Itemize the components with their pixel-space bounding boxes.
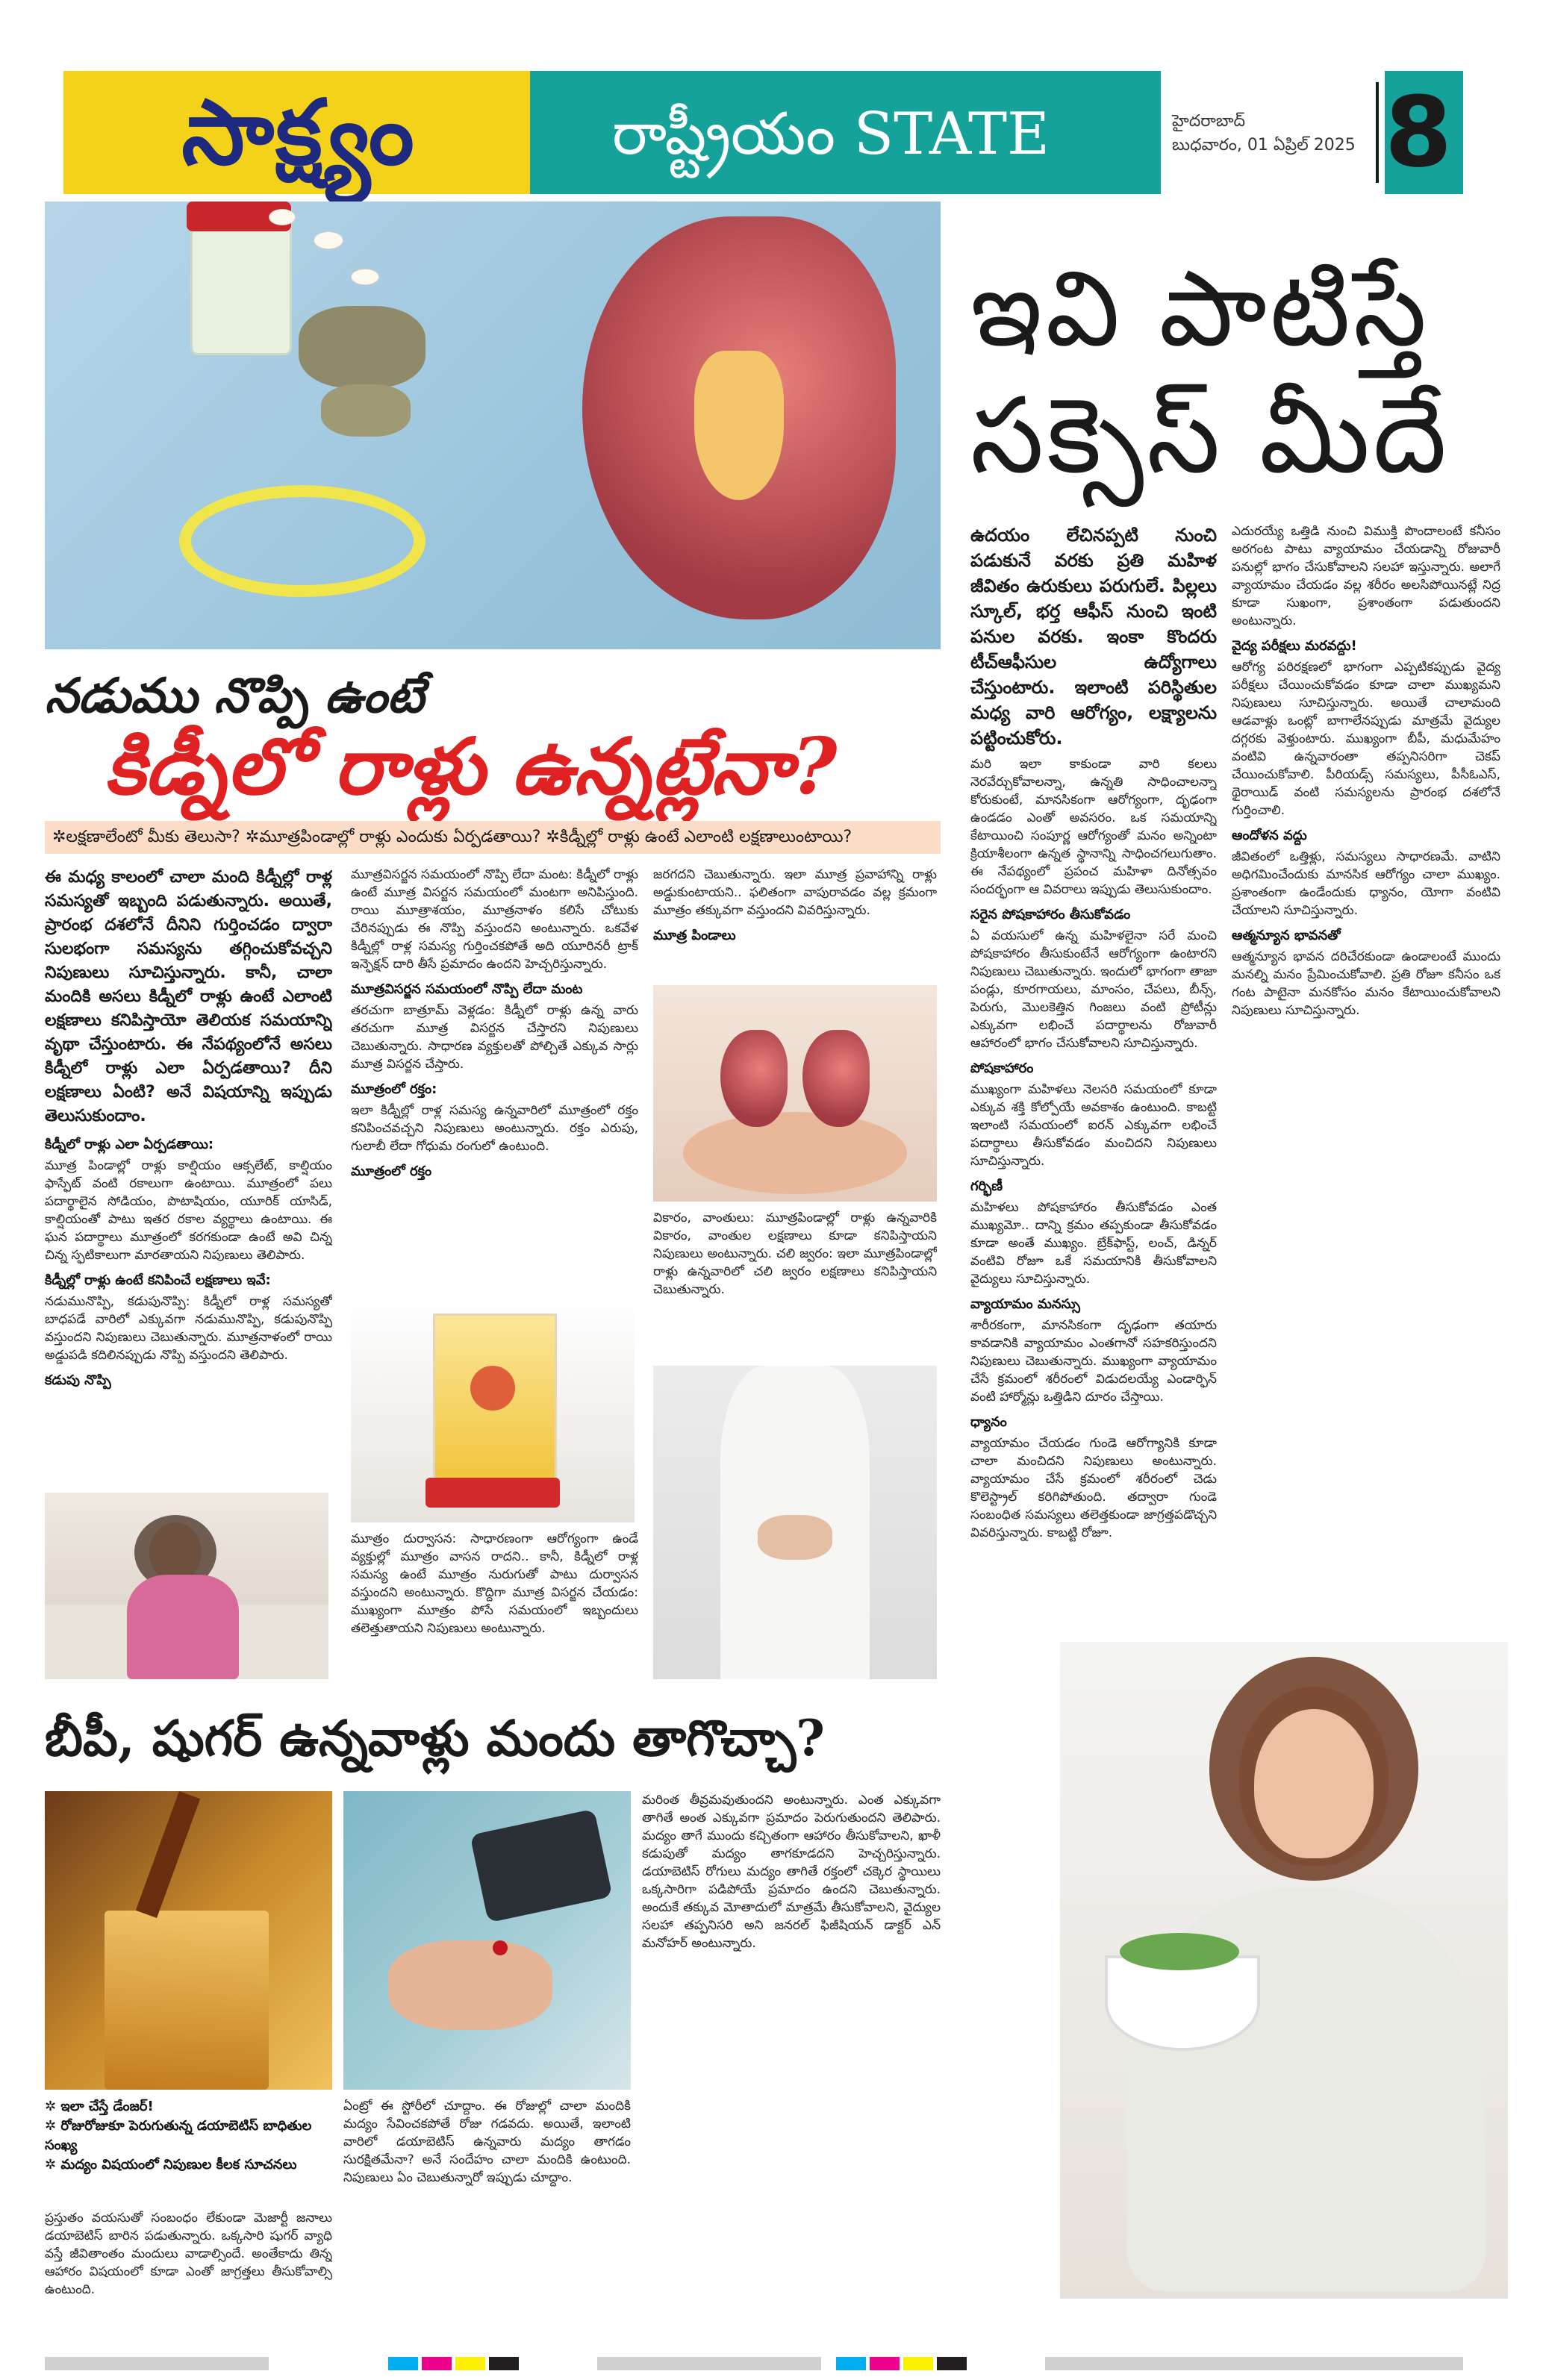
paragraph: మూత్రవిసర్జన సమయంలో నొప్పి లేదా మంట: కిడ్నీలో రాళ్లు ఉంటే మూత్ర విసర్జన సమయంలో మంటగా అనిపిస్తుంది. రాయి మూత్రాశయం, మూత్రనాళం కలిసే చోటుకు చేరినప్పుడు ఈ నొప్పి వస్తుందని అంటున్నారు. ఒకవేళ కిడ్నీల్లో రాళ్ల సమస్య గుర్తించకపోతే అది యూరినరీ ట్రాక్ ఇన్ఫెక్షన్ దారి తీసే ప్రమాదం ఉందని హెచ్చరిస్తున్నారు. <box>351 867 638 972</box>
subheading: కడుపు నొప్పి <box>45 1372 111 1388</box>
woman-shirt <box>127 1575 239 1679</box>
masthead-divider <box>1376 82 1379 183</box>
kidney-column-3b <box>653 1209 937 1358</box>
kidney-stones-photo <box>45 202 941 649</box>
page-number: 8 <box>1384 75 1453 189</box>
color-swatch <box>836 2357 866 2370</box>
color-swatch <box>455 2357 485 2370</box>
pill-icon <box>269 209 296 225</box>
kidney-headline: కిడ్నీలో రాళ్లు ఉన్నట్లేనా? <box>105 720 838 812</box>
kidney-lead: ఈ మధ్య కాలంలో చాలా మంది కిడ్నీల్లో రాళ్ల సమస్యతో ఇబ్బంది పడుతున్నారు. అయితే, ప్రారంభ దశలోనే దీనిని గుర్తించడం ద్వారా సులభంగా సమస్యను తగ్గించుకోవచ్చని నిపుణులు సూచిస్తున్నారు. కానీ, చాలా మందికి అసలు కిడ్నీలో రాళ్లు ఉంటే ఎలాంటి లక్షణాలు కనిపిస్తాయో తెలియక సమయాన్ని వృథా చేస్తుంటారు. ఈ నేపథ్యంలోనే అసలు కిడ్నీలో రాళ్లు ఎలా ఏర్పడతాయి? దీని లక్షణాలు ఏంటి? అనే విషయాన్ని ఇప్పుడు తెలుసుకుందాం. <box>45 868 332 1125</box>
pregnant-woman-photo <box>1060 1642 1508 2299</box>
subheading: కిడ్నీలో రాళ్లు ఎలా ఏర్పడతాయి: <box>45 1137 214 1152</box>
urine-sample-photo <box>351 1299 635 1522</box>
color-swatch <box>903 2357 933 2370</box>
highlight-item: ✲ మద్యం విషయంలో నిపుణుల కీలక సూచనలు <box>45 2157 297 2173</box>
subheading: వైద్య పరీక్షలు మరవద్దు! <box>1232 638 1357 654</box>
bp-highlights <box>45 2097 332 2202</box>
paragraph: నడుమునొప్పి, కడుపునొప్పి: కిడ్నీలో రాళ్ల సమస్యతో బాధపడే వారిలో ఎక్కువగా నడుమునొప్పి, కడుపునొప్పి వస్తుందని నిపుణులు చెబుతున్నారు. మూత్రనాళంలో రాయి అడ్డుపడి కదిలినప్పుడు నొప్పి వస్తుందని తెలిపారు. <box>45 1294 332 1363</box>
subheading: ఆత్మన్యూన భావనతో <box>1232 928 1341 943</box>
highlight-item: ✲ ఇలా చేస్తే డేంజర్! <box>45 2099 154 2114</box>
printer-color-bar <box>0 2351 1543 2380</box>
salad-greens <box>1120 1933 1239 1970</box>
bp-column-3 <box>642 1791 941 2343</box>
paragraph: వికారం, వాంతులు: మూత్రపిండాల్లో రాళ్లు ఉన్నవారికి వికారం, వాంతుల లక్షణాలు కూడా కనిపిస్తాయని నిపుణులు అంటున్నారు. చలి జ్వరం: ఇలా మూత్రపిండాల్లో రాళ్లు ఉన్నవారిలో చలి జ్వరం లక్షణాలు కనిపిస్తాయని చెబుతున్నారు. <box>653 1211 937 1297</box>
kidney-strap: ✲లక్షణాలేంటో మీకు తెలుసా? ✲మూత్రపిండాల్లో రాళ్లు ఎందుకు ఏర్పడతాయి? ✲కిడ్నీల్లో రాళ్లు ఉంటే ఎలాంటి లక్షణాలుంటాయి? <box>45 821 941 854</box>
dateline-city: హైదరాబాద్ <box>1172 112 1245 131</box>
blood-drop <box>470 1366 515 1411</box>
paragraph: జీవితంలో ఒత్తిళ్లు, సమస్యలు సాధారణమే. వాటిని అధిగమించేందుకు మానసిక ఆరోగ్యం చాలా ముఖ్యం. ప్రశాంతంగా ఉండేందుకు ధ్యానం, యోగా వంటివి చేయాలని సూచిస్తున్నారు. <box>1232 849 1500 918</box>
subheading: మూత్రంలో రక్తం <box>351 1164 432 1179</box>
paragraph: జరగదని చెబుతున్నారు. ఇలా మూత్ర ప్రవాహాన్ని రాళ్లు అడ్డుకుంటాయని.. ఫలితంగా వాపురావడం వల్ల క్రమంగా మూత్రం తక్కువగా వస్తుందని వివరిస్తున్నారు. <box>653 867 937 918</box>
glucose-test-photo <box>343 1791 631 2090</box>
subheading: సరైన పోషకాహారం తీసుకోవడం <box>970 907 1131 922</box>
paragraph: మరి ఇలా కాకుండా వారి కలలు నెరవేర్చుకోవాలన్నా, ఉన్నతి సాధించాలన్నా కోరుకుంటే, మానసికంగా ఆరోగ్యంగా, దృఢంగా ఉండడం ఎంతో అవసరం. ఒక సమయాన్ని కేటాయించి సంపూర్ణ ఆరోగ్యంతో మనం అన్నింటా క్రియాశీలంగా ఉన్నత స్థానాన్ని సాధించగలుగుతాం. ఈ నేపథ్యంలో ప్రపంచ మహిళా దినోత్సవం సందర్భంగా ఆ వివరాలు ఇప్పుడు తెలుసుకుందాం. <box>970 757 1217 897</box>
subheading: వ్యాయామం మనస్సు <box>970 1296 1080 1312</box>
paragraph: ఆత్మన్యూన భావన దరిచేరకుండా ఉండాలంటే ముందు మనల్ని మనం ప్రేమించుకోవాలి. ప్రతి రోజూ కనీసం ఒక గంట పాటైనా మనకోసం మనం కేటాయించుకోవాలని నిపుణులు సూచిస్తున్నారు. <box>1232 949 1500 1018</box>
paragraph: తరచుగా బాత్రూమ్ వెళ్లడం: కిడ్నీలో రాళ్లు ఉన్న వారు తరచుగా మూత్ర విసర్జన చేస్తారని నిపుణులు చెబుతున్నారు. సాధారణ వ్యక్తులతో పోల్చితే ఎక్కువ సార్లు మూత్ర విసర్జన చేస్తారు. <box>351 1003 638 1072</box>
subheading: మూత్ర పిండాలు <box>653 928 736 943</box>
section-title: రాష్ట్రీయం STATE <box>612 101 1050 168</box>
highlight-item: ✲ రోజురోజుకూ పెరుగుతున్న డయాబెటిస్ బాధితుల సంఖ్య <box>45 2118 312 2153</box>
stones-pile <box>321 384 411 437</box>
kidney-icon <box>720 1030 788 1127</box>
headline-line-1: ఇవి పాటిస్తే <box>970 249 1430 370</box>
women-health-headline <box>970 246 1508 500</box>
color-swatch <box>388 2357 418 2370</box>
kidney-column-2b <box>351 1530 638 1679</box>
subheading: మూత్రంలో రక్తం: <box>351 1081 437 1097</box>
beer-glass <box>105 1911 269 2090</box>
subheading: మూత్రవిసర్జన సమయంలో నొప్పి లేదా మంట <box>351 981 583 997</box>
paragraph: ఎదురయ్యే ఒత్తిడి నుంచి విముక్తి పొందాలంటే కనీసం అరగంట పాటు వ్యాయామం చేయడాన్ని రోజువారీ పనుల్లో భాగం చేసుకోవాలని సలహా ఇస్తున్నారు. అలాగే వ్యాయామం చేయడం వల్ల శరీరం అలసిపోయినట్లే నిద్ర కూడా సుఖంగా, ప్రశాంతంగా పడుతుందని అంటున్నారు. <box>1232 524 1500 628</box>
hands <box>758 1515 832 1560</box>
women-health-lead: ఉదయం లేచినప్పటి నుంచి పడుకునే వరకు ప్రతి మహిళ జీవితం ఉరుకులు పరుగులే. పిల్లలు స్కూల్, భర్త ఆఫీస్ నుంచి ఇంటి పనుల వరకు. ఇంకా కొందరు టీచ్ఆఫీసుల ఉద్యోగాలు చేస్తుంటారు. ఇలాంటి పరిస్థితుల మధ్య వారి ఆరోగ్యం, లక్ష్యాలను పట్టించుకోరు. <box>970 525 1217 749</box>
kidney-pelvis <box>694 351 784 500</box>
woman-back-pain-photo <box>45 1493 328 1679</box>
paragraph: మహిళలు పోషకాహారం తీసుకోవడం ఎంత ముఖ్యమో.. దాన్ని క్రమం తప్పకుండా తీసుకోవడం కూడా అంతే ముఖ్యం. బ్రేక్‌ఫాస్ట్, లంచ్, డిన్నర్ వంటివి రోజూ ఒకే సమయానికి తీసుకోవాలని వైద్యులు సూచిస్తున్నారు. <box>970 1200 1217 1287</box>
color-swatch <box>1045 2357 1463 2370</box>
kidney-column-3a <box>653 866 937 978</box>
paragraph: ఏ వయసులో ఉన్న మహిళలైనా సరే మంచి పోషకాహారం తీసుకుంటేనే ఆరోగ్యంగా ఉంటారని నిపుణులు చెబుతున్నారు. ఇందులో భాగంగా తాజా పండ్లు, కూరగాయలు, మాంసం, చేపలు, బీన్స్, పెరుగు, మొలకెత్తిన గింజలు వంటి ప్రోటీన్లు ఎక్కువగా లభించే పదార్థాలను రోజువారీ ఆహారంలో భాగం చేసుకోవాలని సూచిస్తున్నారు. <box>970 928 1217 1051</box>
paragraph: ప్రస్తుతం వయసుతో సంబంధం లేకుండా మెజార్టీ జనాలు డయాబెటిస్ బారిన పడుతున్నారు. ఒక్కసారి షుగర్ వ్యాధి వస్తే జీవితాంతం మందులు వాడాల్సిందే. అంతేకాదు తిన్న ఆహారం విషయంలో కూడా ఎంతో జాగ్రత్తలు తీసుకోవాల్సి ఉంటుంది. <box>45 2211 332 2297</box>
subheading: ఆందోళన వద్దు <box>1232 828 1307 843</box>
bp-column-2 <box>343 2097 631 2343</box>
hands-holding-kidneys-photo <box>653 985 937 1202</box>
women-health-column-1 <box>970 522 1217 1597</box>
glucometer <box>470 1809 612 1923</box>
paragraph: ఏంట్రో ఈ స్టోరీలో చూద్దాం. ఈ రోజుల్లో చాలా మందికి మద్యం సేవించకపోతే రోజు గడవదు. అయితే, ఇలాంటి వారిలో డయాబెటిస్ ఉన్నవారు మద్యం తాగడం సురక్షితమేనా? అనే సందేహం చాలా మందికి ఉంటుంది. నిపుణులు ఏం చెబుతున్నారో ఇప్పుడు చూద్దాం. <box>343 2099 631 2185</box>
women-health-column-2 <box>1232 522 1500 1634</box>
kidney-icon <box>802 1030 870 1127</box>
color-swatch <box>45 2357 269 2370</box>
paragraph: వ్యాయామం చేయడం గుండె ఆరోగ్యానికి కూడా చాలా మంచిదని నిపుణులు అంటున్నారు. వ్యాయామం చేసే క్రమంలో శరీరంలో చెడు కొలెస్ట్రాల్ కరిగిపోతుంది. తద్వారా గుండె సంబంధిత సమస్యలు తలెత్తకుండా జాగ్రత్తపడొచ్చని వివరిస్తున్నారు. కాబట్టి రోజూ. <box>970 1436 1217 1540</box>
color-swatch <box>422 2357 452 2370</box>
headline-line-2: సక్సెస్ మీదే <box>970 375 1450 497</box>
subheading: పోషకాహారం <box>970 1061 1034 1076</box>
color-swatch <box>937 2357 967 2370</box>
subheading: గర్భిణీ <box>970 1178 1003 1194</box>
alcohol-pour-photo <box>45 1791 332 2090</box>
newspaper-logo: సాక్ష్యం <box>181 80 416 185</box>
hands <box>683 1112 907 1194</box>
bottle-stream <box>136 1791 200 1918</box>
bp-column-1 <box>45 2209 332 2343</box>
tube-cap <box>426 1478 560 1508</box>
woman-holding-abdomen-photo <box>653 1366 937 1679</box>
pill-icon <box>351 269 379 285</box>
kidney-kicker: నడుము నొప్పి ఉంటే <box>45 668 424 724</box>
dateline-date: బుధవారం, 01 ఏప్రిల్ 2025 <box>1172 136 1356 154</box>
kidney-column-2 <box>351 866 638 1291</box>
pill-icon <box>314 231 343 249</box>
color-swatch <box>489 2357 519 2370</box>
subheading: కిడ్నీల్లో రాళ్లు ఉంటే కనిపించే లక్షణాలు ఇవే: <box>45 1272 271 1288</box>
kidney-column-1 <box>45 866 332 1485</box>
paragraph: మూత్రం దుర్వాసన: సాధారణంగా ఆరోగ్యంగా ఉండే వ్యక్తుల్లో మూత్రం వాసన రాదని.. కానీ, కిడ్నీలో రాళ్ల సమస్య ఉంటే మూత్రం నురుగుతో పాటు దుర్వాసన వస్తుందని అంటున్నారు. కొద్దిగా మూత్ర విసర్జన చేయడం: ముఖ్యంగా మూత్రం పోసే సమయంలో ఇబ్బందులు తలెత్తుతాయని నిపుణులు అంటున్నారు. <box>351 1531 638 1636</box>
stones-pile <box>299 306 426 388</box>
subheading: ధ్యానం <box>970 1414 1007 1430</box>
color-swatch <box>870 2357 900 2370</box>
paragraph: ముఖ్యంగా మహిళలు నెలసరి సమయంలో కూడా ఎక్కువ శక్తి కోల్పోయే అవకాశం ఉంటుంది. కాబట్టి ఇలాంటి సమయంలో ఐరన్ ఎక్కువగా లభించే పదార్థాలు తీసుకోవడం మంచిదని నిపుణులు సూచిస్తున్నారు. <box>970 1082 1217 1169</box>
paragraph: మరింత తీవ్రమవుతుందని అంటున్నారు. ఎంత ఎక్కువగా తాగితే అంత ఎక్కువగా ప్రమాదం పెరుగుతుందని తెలిపారు. మద్యం తాగే ముందు కచ్చితంగా ఆహారం తీసుకోవాలని, ఖాళీ కడుపుతో మద్యం తాగకూడదని హెచ్చరిస్తున్నారు. డయాబెటిస్ రోగులు మద్యం తాగితే రక్తంలో చక్కెర స్థాయిలు ఒక్కసారిగా పడిపోయే ప్రమాదం ఉందని చెబుతున్నారు. అందుకే తక్కువ మోతాదులో మాత్రమే తీసుకోవాలని, వైద్యుల సలహా తప్పనిసరి అని జనరల్ ఫిజీషియన్ డాక్టర్ ఎన్ మనోహర్ అంటున్నారు. <box>642 1793 941 1951</box>
bp-sugar-headline: బీపీ, షుగర్ ఉన్నవాళ్లు మందు తాగొచ్చా? <box>45 1709 825 1767</box>
woman-face <box>1254 1709 1374 1858</box>
color-swatch <box>597 2357 821 2370</box>
paragraph: ఇలా కిడ్నీల్లో రాళ్ల సమస్య ఉన్నవారిలో మూత్రంలో రక్తం కనిపించవచ్చని నిపుణులు అంటున్నారు. రక్తం ఎరుపు, గులాబీ లేదా గోధుమ రంగులో ఉంటుంది. <box>351 1103 638 1154</box>
finger <box>388 1940 552 2030</box>
paragraph: మూత్ర పిండాల్లో రాళ్లు కాల్షియం ఆక్సలేట్, కాల్షియం ఫాస్ఫేట్ వంటి రకాలుగా ఉంటాయి. మూత్రంలో పలు పదార్థాలైన సోడియం, పొటాషియం, యూరిక్ యాసిడ్, కాల్షియంతో పాటు ఇతర రకాల వ్యర్థాలు ఉంటాయి. ఈ ఘన పదార్థాలు మూత్రంలో కరగకుండా ఉంటే అవి చిన్న చిన్న స్ఫటికాలుగా మారతాయని నిపుణులు తెలిపారు. <box>45 1158 332 1263</box>
paragraph: ఆరోగ్య పరిరక్షణలో భాగంగా ఎప్పటికప్పుడు వైద్య పరీక్షలు చేయించుకోవడం కూడా చాలా ముఖ్యమని నిపుణులు సూచిస్తున్నారు. అయితే చాలామంది ఆడవాళ్లు ఒంట్లో బాగాలేనప్పుడు మాత్రమే వైద్యుల దగ్గరకు వెళ్తుంటారు. ముఖ్యంగా బీపీ, మధుమేహం వంటివి ఉన్నవారంతా తప్పనిసరిగా చెకప్ చేయించుకోవాలి. పీరియడ్స్ సమస్యలు, పీసీఓఎస్, థైరాయిడ్ వంటి సమస్యలను ప్రారంభ దశలోనే గుర్తించాలి. <box>1232 660 1500 818</box>
paragraph: శారీరకంగా, మానసికంగా దృఢంగా తయారు కావడానికి వ్యాయామం ఎంతగానో సహకరిస్తుందని నిపుణులు చెబుతున్నారు. ముఖ్యంగా వ్యాయామం చేసే క్రమంలో శరీరంలో విడుదలయ్యే ఎండార్ఫిన్ వంటి హార్మోన్లు ఒత్తిడిని దూరం చేస్తాయి. <box>970 1318 1217 1405</box>
blood-drop <box>493 1940 508 1955</box>
measuring-tape <box>179 485 426 597</box>
